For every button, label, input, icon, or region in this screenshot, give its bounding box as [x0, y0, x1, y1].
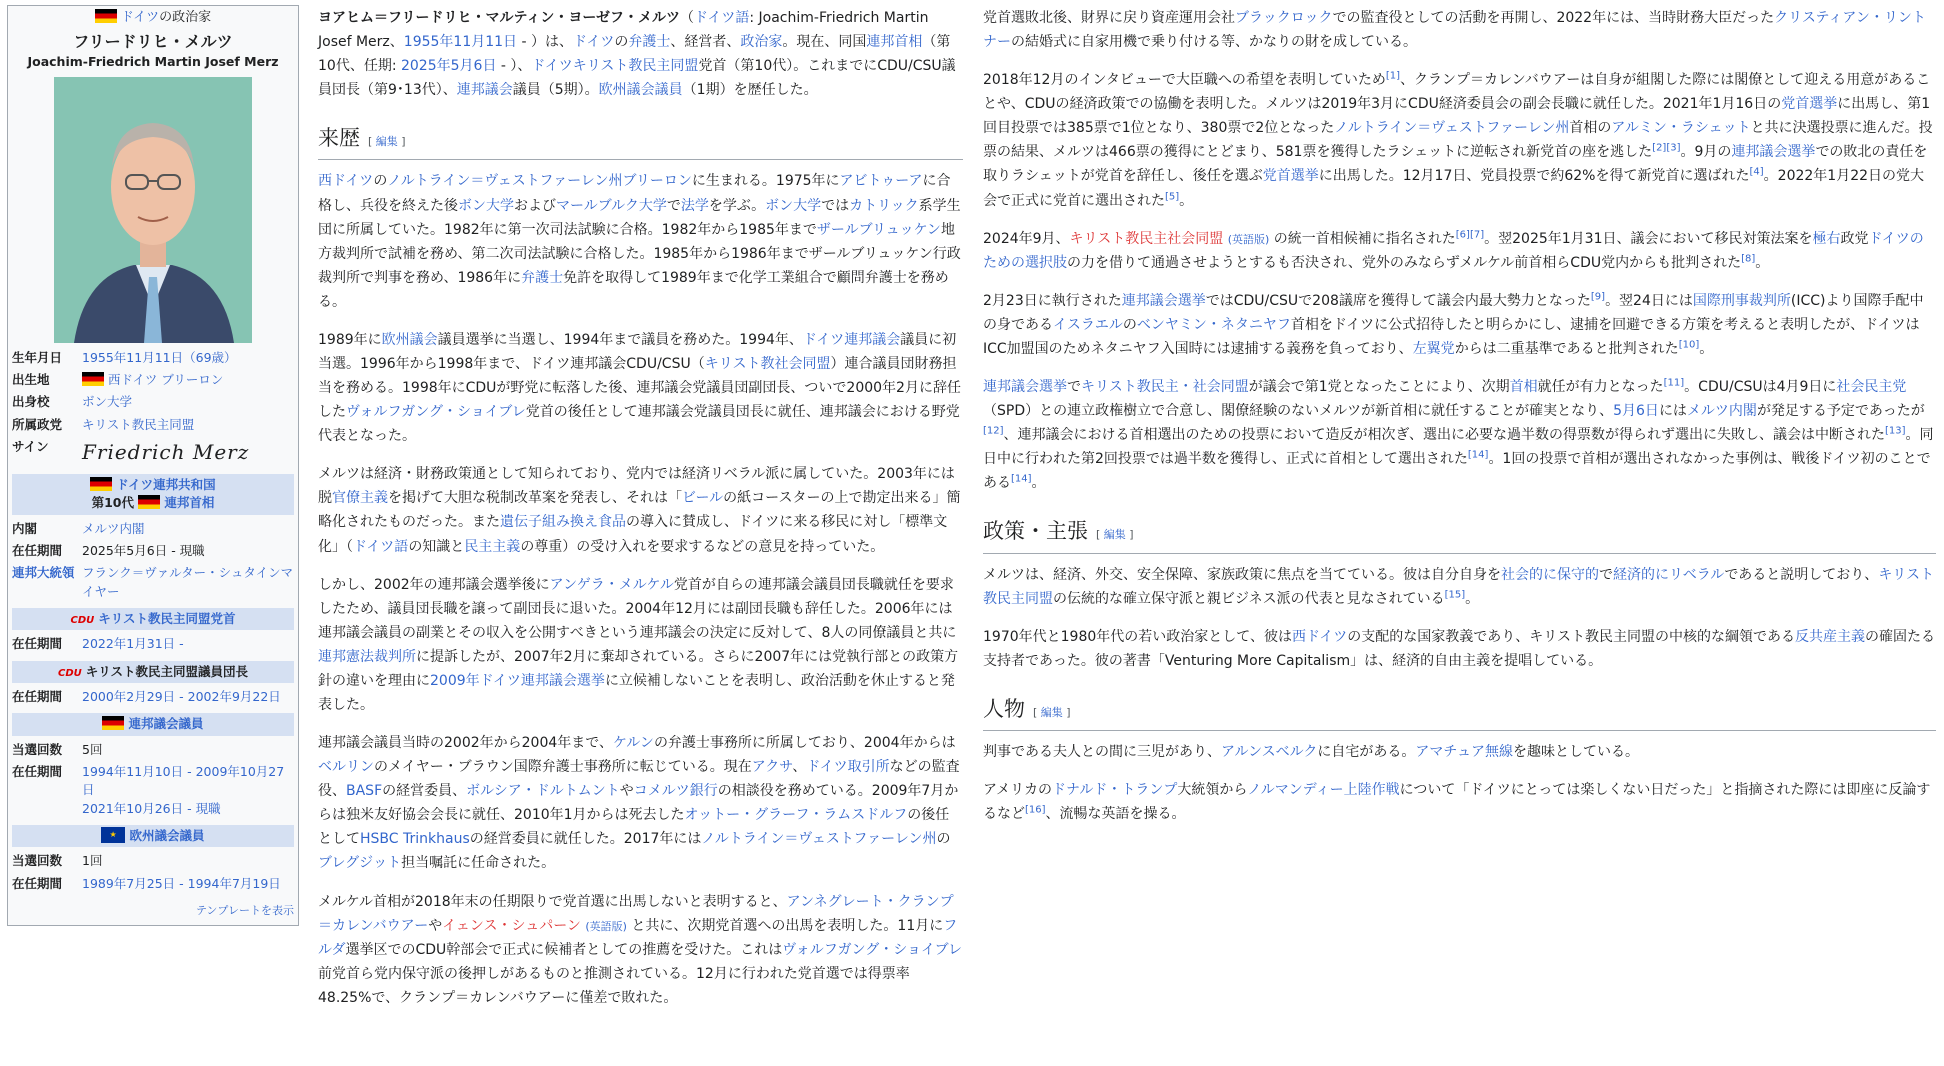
birthdate-link[interactable]: 1955年11月11日（69歳）: [82, 350, 237, 366]
citation[interactable]: [12]: [983, 425, 1004, 437]
inline-link[interactable]: ドイツキリスト教民主同盟: [531, 58, 699, 75]
citation[interactable]: [14]: [1011, 473, 1032, 485]
inline-link[interactable]: HSBC Trinkhaus: [360, 831, 470, 848]
inline-link[interactable]: 5月6日: [450, 58, 497, 75]
infobox-latin-name: Joachim-Friedrich Martin Josef Merz: [27, 54, 279, 70]
infobox-row-count: 当選回数 1回: [12, 853, 103, 869]
inline-link[interactable]: ドイツ: [573, 34, 615, 51]
link-frg[interactable]: ドイツ連邦共和国: [116, 476, 216, 492]
inline-link[interactable]: マールブルク大学: [556, 197, 667, 214]
link-bundestag-member[interactable]: 連邦議会議員: [128, 716, 204, 732]
link-mep[interactable]: 欧州議会議員: [129, 827, 205, 843]
infobox-name: フリードリヒ・メルツ: [73, 31, 233, 51]
infobox-row-term: 在任期間 1989年7月25日 - 1994年7月19日: [12, 875, 281, 891]
edit-link[interactable]: 編集: [1103, 528, 1126, 542]
infobox-section-cdu-leader: [12, 608, 294, 631]
link-cdu[interactable]: キリスト教民主同盟: [82, 416, 195, 432]
citation[interactable]: [15]: [1444, 588, 1466, 600]
germany-flag-icon: [90, 477, 112, 491]
inline-link[interactable]: ノルトライン＝ヴェストファーレン州: [1334, 120, 1570, 137]
inline-link[interactable]: 連邦議会選挙: [1121, 292, 1206, 309]
inline-link[interactable]: キリスト教民主・社会同盟: [1081, 379, 1249, 396]
inline-link[interactable]: ヴォルフガング・ショイブレ: [782, 941, 963, 958]
infobox-section-cdu-group: CDU キリスト教民主同盟議員団長: [12, 661, 294, 684]
link-brilon[interactable]: ブリーロン: [161, 372, 224, 388]
edit-link[interactable]: 編集: [375, 135, 398, 149]
infobox: [7, 5, 299, 926]
paragraph: 党首選敗北後、財界に戻り資産運用会社ブラックロックでの監査役としての活動を再開し、2022年には、当時財務大臣だったクリスティアン・リントナーの結婚式に自家用機で乗り付ける等、かなりの財を成している。: [983, 10, 1926, 51]
portrait-image: [54, 77, 252, 343]
infobox-row-party: 所属政党 キリスト教民主同盟: [12, 416, 195, 432]
inline-link[interactable]: 連邦議会選挙: [983, 379, 1067, 396]
cdu-logo-icon: CDU: [57, 667, 82, 679]
inline-link[interactable]: キリスト教社会同盟: [704, 355, 831, 372]
germany-flag-icon: [102, 716, 124, 730]
link-term-date[interactable]: 2021年10月26日 - 現職: [82, 800, 221, 816]
inline-link[interactable]: 左翼党: [1412, 340, 1455, 357]
inline-link[interactable]: ザールブリュッケン: [816, 221, 941, 238]
paragraph: 1989年に欧州議会議員選挙に当選し、1994年まで議員を務めた。1994年、ドイツ連邦議会議員に初当選。1996年から1998年まで、ドイツ連邦議会CDU/CSU（キリスト教社会同盟）連合議員団財務担当を務める。1998年にCDUが野党に転落した後、連邦議会党議員団副団長、ついで2000年2月に辞任したヴォルフガング・ショイブレ党首の後任として連邦議会党議員団長に就任、連邦議会における野党代表となった。: [318, 331, 961, 445]
inline-link[interactable]: 2025年: [400, 58, 451, 75]
article-column-2: [983, 6, 1936, 840]
inline-link[interactable]: メルツ内閣: [1686, 403, 1757, 420]
inline-link[interactable]: アンネグレート・クランプ＝カレンバウアー: [318, 893, 954, 934]
inline-link[interactable]: ドイツ連邦議会: [802, 331, 901, 348]
section-heading-career: 来歴 [ 編集 ]: [318, 120, 963, 160]
citation[interactable]: [11]: [1663, 377, 1685, 389]
inline-link[interactable]: アルミン・ラシェット: [1611, 120, 1751, 137]
citation[interactable]: [3]: [1666, 142, 1681, 154]
link-cdu-leader[interactable]: キリスト教民主同盟党首: [98, 610, 236, 626]
germany-flag-icon: [95, 9, 117, 23]
red-link[interactable]: キリスト教民主社会同盟: [1069, 230, 1224, 247]
infobox-row-cabinet: 内閣 メルツ内閣: [12, 521, 145, 537]
article-column-1: [318, 6, 963, 1024]
paragraph: メルツは経済・財務政策通として知られており、党内では経済リベラル派に属していた。2003年には脱官僚主義を掲げて大胆な税制改革案を発表し、それは「ビールの紙コースターの上で勘定出来る」簡略化されたものだった。また遺伝子組み換え食品の導入に賛成し、ドイツに来る移民に対し「標準文化」（ドイツ語の知識と民主主義の尊重）の受け入れを要求するなどの意見を持っていた。: [318, 466, 961, 555]
inline-link[interactable]: 社会的に保守的: [1501, 566, 1599, 583]
inline-link[interactable]: 遺伝子組み換え食品: [500, 514, 626, 531]
inline-link[interactable]: 反共産主義: [1795, 628, 1866, 645]
inline-link[interactable]: 社会民主党: [1836, 379, 1907, 396]
inline-link[interactable]: BASF: [346, 783, 383, 800]
inline-link[interactable]: ドイツ語: [694, 10, 750, 26]
inline-link[interactable]: アルンスベルク: [1221, 743, 1318, 760]
link-term-date[interactable]: 2022年1月31日 -: [82, 636, 184, 652]
inline-link[interactable]: 欧州議会: [381, 331, 438, 348]
infobox-row-birth: 生年月日 1955年11月11日（69歳）: [12, 350, 237, 366]
link-bonn-university[interactable]: ボン大学: [82, 394, 133, 410]
red-link[interactable]: イェンス・シュパーン: [442, 917, 581, 934]
paragraph: 判事である夫人との間に三児があり、アルンスベルクに自宅がある。アマチュア無線を趣味としている。: [983, 743, 1639, 760]
paragraph: 2018年12月のインタビューで大臣職への希望を表明していため[1]、クランプ＝カレンバウアーは自身が組閣した際には閣僚として迎える用意があることや、CDUの経済政策での協働を表明した。メルツは2019年3月にCDU経済委員会の副会長職に就任した。2021年1月16日の党首選挙に出馬し、第1回目投票では385票で1位となり、380票で2位となったノルトライン＝ヴェストファーレン州首相のアルミン・ラシェットと共に決選投票に進んだ。投票の結果、メルツは466票の獲得にとどまり、581票を獲得したラシェットに逆転され新党首の座を逃した[2][3]。9月の連邦議会選挙での敗北の責任を取りラシェットが党首を辞任し、後任を選ぶ党首選挙に出馬した。12月17日、党員投票で約62%を得て新党首に選ばれた[4]。2022年1月22日の党大会で正式に党首に選出された[5]。: [983, 70, 1933, 209]
inline-link[interactable]: 欧州議会議員: [598, 82, 683, 99]
citation[interactable]: [7]: [1469, 228, 1485, 240]
paragraph: 2024年9月、キリスト教民主社会同盟 (英語版) の統一首相候補に指名された[6][7]。翌2025年1月31日、議会において移民対策法案を極右政党ドイツのための選択肢の力を借りて通過させようとするも否決され、党外のみならずメルケル前首相らCDU党内からも批判された[8]。: [983, 228, 1924, 271]
inline-link[interactable]: 党首選挙: [1262, 168, 1319, 185]
citation[interactable]: [1]: [1385, 70, 1401, 82]
inline-link[interactable]: 首相: [1509, 379, 1538, 396]
inline-link[interactable]: ノルトライン＝ヴェストファーレン州: [701, 831, 937, 848]
infobox-row-term: 在任期間 2025年5月6日 - 現職: [12, 543, 205, 559]
link-steinmeier[interactable]: フランク＝ヴァルター・シュタインマイヤー: [82, 565, 294, 599]
inline-link[interactable]: ドナルド・トランプ: [1052, 782, 1178, 799]
inline-link[interactable]: アンゲラ・メルケル: [549, 576, 674, 593]
show-template-link[interactable]: テンプレートを表示: [195, 903, 294, 917]
infobox-row-school: 出身校 ボン大学: [12, 394, 133, 410]
inline-link[interactable]: 連邦議会: [456, 82, 513, 99]
inline-link[interactable]: 弁護士: [521, 269, 564, 286]
paragraph: 連邦議会議員当時の2002年から2004年まで、ケルンの弁護士事務所に所属しており、2004年からはベルリンのメイヤー・ブラウン国際弁護士事務所に転じている。現在アクサ、ドイツ取引所などの監査役、BASFの経営委員、ボルシア・ドルトムントやコメルツ銀行の相談役を務めている。2009年7月からは独米友好協会会長に就任、2010年1月からは死去したオットー・グラーフ・ラムスドルフの後任としてHSBC Trinkhausの経営委員に就任した。2017年にはノルトライン＝ヴェストファーレン州のブレグジット担当嘱託に任命された。: [318, 735, 960, 872]
inline-link[interactable]: ベンヤミン・ネタニヤフ: [1136, 316, 1291, 333]
infobox-section-chancellor: ドイツ連邦共和国 第10代 連邦首相: [12, 474, 294, 516]
infobox-section-eu-parliament: [12, 825, 294, 848]
link-term-date[interactable]: 1989年7月25日 - 1994年7月19日: [82, 875, 281, 891]
inline-link[interactable]: 法学: [680, 197, 709, 214]
inline-link[interactable]: 連邦憲法裁判所: [318, 648, 416, 665]
inline-link[interactable]: ケルン: [612, 735, 654, 752]
inline-link[interactable]: 連邦議会選挙: [1731, 144, 1816, 161]
citation[interactable]: [10]: [1678, 339, 1700, 351]
citation[interactable]: [2]: [1652, 142, 1667, 154]
paragraph: アメリカのドナルド・トランプ大統領からノルマンディー上陸作戦について「ドイツにとっては楽しくない日だった」と指摘された際には即座に反論するなど[16]、流暢な英語を操る。: [983, 782, 1931, 823]
inline-link[interactable]: アビトゥーア: [839, 173, 923, 190]
infobox-row-signature: サイン Friedrich Merz: [12, 438, 250, 464]
inline-link[interactable]: 党首選挙: [1781, 96, 1838, 113]
signature-image[interactable]: Friedrich Merz: [82, 439, 250, 464]
link-chancellor[interactable]: 連邦首相: [164, 495, 215, 511]
paragraph: メルツは、経済、外交、安全保障、家族政策に焦点を当てている。彼は自分自身を社会的に保守的で経済的にリベラルであると説明しており、キリスト教民主同盟の伝統的な確立保守派と親ビジネス派の代表と見なされている[15]。: [983, 566, 1935, 607]
citation[interactable]: [5]: [1165, 190, 1180, 202]
edit-link[interactable]: 編集: [1040, 705, 1063, 719]
link-term-date[interactable]: 2000年2月29日 - 2002年9月22日: [82, 689, 281, 705]
infobox-row-term: 在任期間 1994年11月10日 - 2009年10月27日 2021年10月26日 - 現職: [12, 764, 285, 816]
inline-link[interactable]: アクサ: [751, 759, 793, 776]
inline-link[interactable]: フルダ: [318, 917, 958, 958]
citation[interactable]: [6]: [1455, 228, 1470, 240]
paragraph: 2月23日に執行された連邦議会選挙ではCDU/CSUで208議席を獲得して議会内最大勢力となった[9]。翌24日には国際刑事裁判所(ICC)より国際手配中の身であるイスラエルのベンヤミン・ネタニヤフ首相をドイツに公式招待したと明らかにし、逮捕を回避できる方策を考えると表明したが、ドイツはICC加盟国のためネタニヤフ入国時には逮捕する義務を負っており、左翼党からは二重基準であると批判された[10]。: [983, 291, 1924, 357]
citation[interactable]: [16]: [1025, 804, 1046, 816]
inline-link[interactable]: 官僚主義: [332, 490, 388, 507]
edit-section-link: [ 編集 ]: [1096, 528, 1134, 542]
inline-link[interactable]: 11月11日: [453, 34, 518, 51]
paragraph: 1970年代と1980年代の若い政治家として、彼は西ドイツの支配的な国家教義であり、キリスト教民主同盟の中核的な綱領である反共産主義の確固たる支持者であった。彼の著書「Venturing More Capitalism」は、経済的自由主義を提唱している。: [983, 628, 1936, 669]
inline-link[interactable]: 西ドイツ: [318, 173, 374, 190]
infobox-row-term: 在任期間 2000年2月29日 - 2002年9月22日: [12, 689, 281, 705]
inline-link[interactable]: 政治家: [740, 34, 783, 51]
inline-link[interactable]: ドイツ取引所: [806, 759, 890, 776]
inline-link[interactable]: ヴォルフガング・ショイブレ: [346, 404, 526, 421]
inline-link[interactable]: ドイツ語: [353, 538, 409, 555]
paragraph: 西ドイツのノルトライン＝ヴェストファーレン州ブリーロンに生まれる。1975年にアビトゥーアに合格し、兵役を終えた後ボン大学およびマールブルク大学で法学を学ぶ。ボン大学ではカトリック系学生団に所属していた。1982年に第一次司法試験に合格。1982年から1985年までザールブリュッケン地方裁判所で試補を務め、第二次司法試験に合格した。1985年から1986年までザールブリュッケン行政裁判所で判事を務め、1986年に弁護士免許を取得して1989年まで化学工業組合で顧問弁護士を務める。: [318, 173, 961, 310]
inline-link[interactable]: 5月6日: [1613, 403, 1659, 420]
chancellor-flag-icon: [138, 495, 160, 509]
section-heading-person: 人物 [ 編集 ]: [983, 691, 1936, 731]
inline-link[interactable]: ブレグジット: [318, 855, 402, 872]
inline-link[interactable]: (英語版): [585, 919, 627, 933]
inline-link[interactable]: 西ドイツ: [1291, 628, 1348, 645]
portrait-photo[interactable]: [54, 77, 252, 343]
infobox-row-count: 当選回数 5回: [12, 742, 103, 758]
inline-link[interactable]: 極右: [1812, 230, 1841, 247]
citation[interactable]: [8]: [1741, 253, 1756, 265]
inline-link[interactable]: ボルシア・ドルトムント: [466, 783, 620, 800]
inline-link[interactable]: ブラックロック: [1235, 10, 1333, 26]
paragraph: メルケル首相が2018年末の任期限りで党首選に出馬しないと表明すると、アンネグレート・クランプ＝カレンバウアーやイェンス・シュパーン (英語版) と共に、次期党首選への出馬を表明した。11月にフルダ選挙区でのCDU幹部会で正式に候補者としての推薦を受けた。これはヴォルフガング・ショイブレ前党首ら党内保守派の後押しがあるものと推測されている。12月に行われた党首選では得票率48.25%で、クランプ＝カレンバウアーに僅差で敗れた。: [318, 893, 963, 1006]
inline-link[interactable]: 1955年: [403, 34, 454, 51]
inline-link[interactable]: 連邦首相: [866, 34, 923, 51]
inline-link[interactable]: ボン大学: [458, 197, 514, 214]
inline-link[interactable]: キリスト教民主同盟: [983, 566, 1935, 607]
link-merz-cabinet[interactable]: メルツ内閣: [82, 521, 145, 537]
germany-flag-icon: [82, 372, 104, 386]
link-west-germany[interactable]: 西ドイツ: [108, 372, 158, 388]
edit-section-link: [ 編集 ]: [1033, 705, 1071, 719]
inline-link[interactable]: クリスティアン・リントナー: [983, 10, 1926, 51]
lead-paragraph: ヨアヒム＝フリードリヒ・マルティン・ヨーゼフ・メルツ（ドイツ語: Joachim-Friedrich Martin Josef Merz、1955年11月11日 - ）は、ドイツの弁護士、経営者、政治家。現在、同国連邦首相（第10代、任期: 2025年5月6日 - ）、ドイツキリスト教民主同盟党首（第10代）。これまでにCDU/CSU議員団長（第9･13代）、連邦議会議員（5期）。欧州議会議員（1期）を歴任した。: [318, 10, 956, 99]
paragraph: 連邦議会選挙でキリスト教民主・社会同盟が議会で第1党となったことにより、次期首相就任が有力となった[11]。CDU/CSUは4月9日に社会民主党（SPD）との連立政権樹立で合意し、閣僚経験のないメルツが新首相に就任することが確実となり、5月6日にはメルツ内閣が発足する予定であったが[12]、連邦議会における首相選出のための投票において造反が相次ぎ、選出に必要な過半数の得票数が得られず選出に失敗し、議会は中断された[13]。同日中に行われた第2回投票では過半数を獲得し、正式に首相として選出された[14]。1回の投票で首相が選出されなかった事例は、戦後ドイツ初のことである[14]。: [983, 377, 1934, 492]
link-germany[interactable]: ドイツ: [120, 10, 160, 25]
link-term-date[interactable]: 1994年11月10日 - 2009年10月27日: [82, 764, 285, 798]
section-heading-policy: 政策・主張 [ 編集 ]: [983, 513, 1936, 553]
citation[interactable]: [9]: [1590, 291, 1606, 303]
cdu-logo-icon: CDU: [70, 614, 95, 626]
edit-section-link: [ 編集 ]: [368, 135, 406, 149]
inline-link[interactable]: ブリーロン: [622, 173, 692, 190]
eu-flag-icon: [101, 827, 125, 843]
infobox-row-birthplace: 出生地 西ドイツ ブリーロン: [12, 372, 224, 388]
infobox-row-president: [12, 562, 294, 602]
inline-link[interactable]: オットー・グラーフ・ラムスドルフ: [684, 807, 908, 824]
inline-link[interactable]: 民主主義: [464, 538, 521, 555]
citation[interactable]: [14]: [1467, 449, 1489, 461]
inline-link[interactable]: コメルツ銀行: [633, 783, 718, 800]
infobox-section-bundestag: [12, 713, 294, 736]
inline-link[interactable]: カトリック: [849, 197, 919, 214]
inline-link[interactable]: ドイツのための選択肢: [983, 230, 1924, 271]
inline-link[interactable]: (英語版): [1227, 232, 1270, 246]
inline-link[interactable]: ベルリン: [318, 759, 374, 776]
inline-link[interactable]: ビール: [682, 490, 724, 507]
inline-link[interactable]: 弁護士: [628, 34, 671, 51]
citation[interactable]: [13]: [1884, 425, 1906, 437]
infobox-country: ドイツの政治家: [12, 9, 294, 28]
inline-link[interactable]: イスラエル: [1053, 316, 1123, 333]
inline-link[interactable]: ノルトライン＝ヴェストファーレン州: [387, 173, 623, 190]
paragraph: しかし、2002年の連邦議会選挙後にアンゲラ・メルケル党首が自らの連邦議会議員団長職就任を要求したため、議員団長職を譲って副団長に退いた。2004年12月には副団長職も辞任した。2006年には連邦議会議員の副業とその収入を公開すべきという連邦議会の決定に反対して、8人の同僚議員と共に連邦憲法裁判所に提訴したが、2007年2月に棄却されている。さらに2007年には党執行部との政策方針の違いを理由に2009年ドイツ連邦議会選挙に立候補しないことを表明し、政治活動を休止すると発表した。: [318, 576, 959, 713]
inline-link[interactable]: アマチュア無線: [1415, 743, 1513, 760]
inline-link[interactable]: 経済的にリベラル: [1613, 566, 1725, 583]
inline-link[interactable]: 2009年ドイツ連邦議会選挙: [430, 672, 605, 689]
inline-link[interactable]: ボン大学: [765, 197, 822, 214]
inline-link[interactable]: ノルマンディー上陸作戦: [1247, 782, 1400, 799]
infobox-row-term: 在任期間 2022年1月31日 -: [12, 636, 184, 652]
citation[interactable]: [4]: [1749, 166, 1764, 178]
link-federal-president[interactable]: 連邦大統領: [12, 565, 75, 581]
inline-link[interactable]: 国際刑事裁判所: [1692, 292, 1791, 309]
